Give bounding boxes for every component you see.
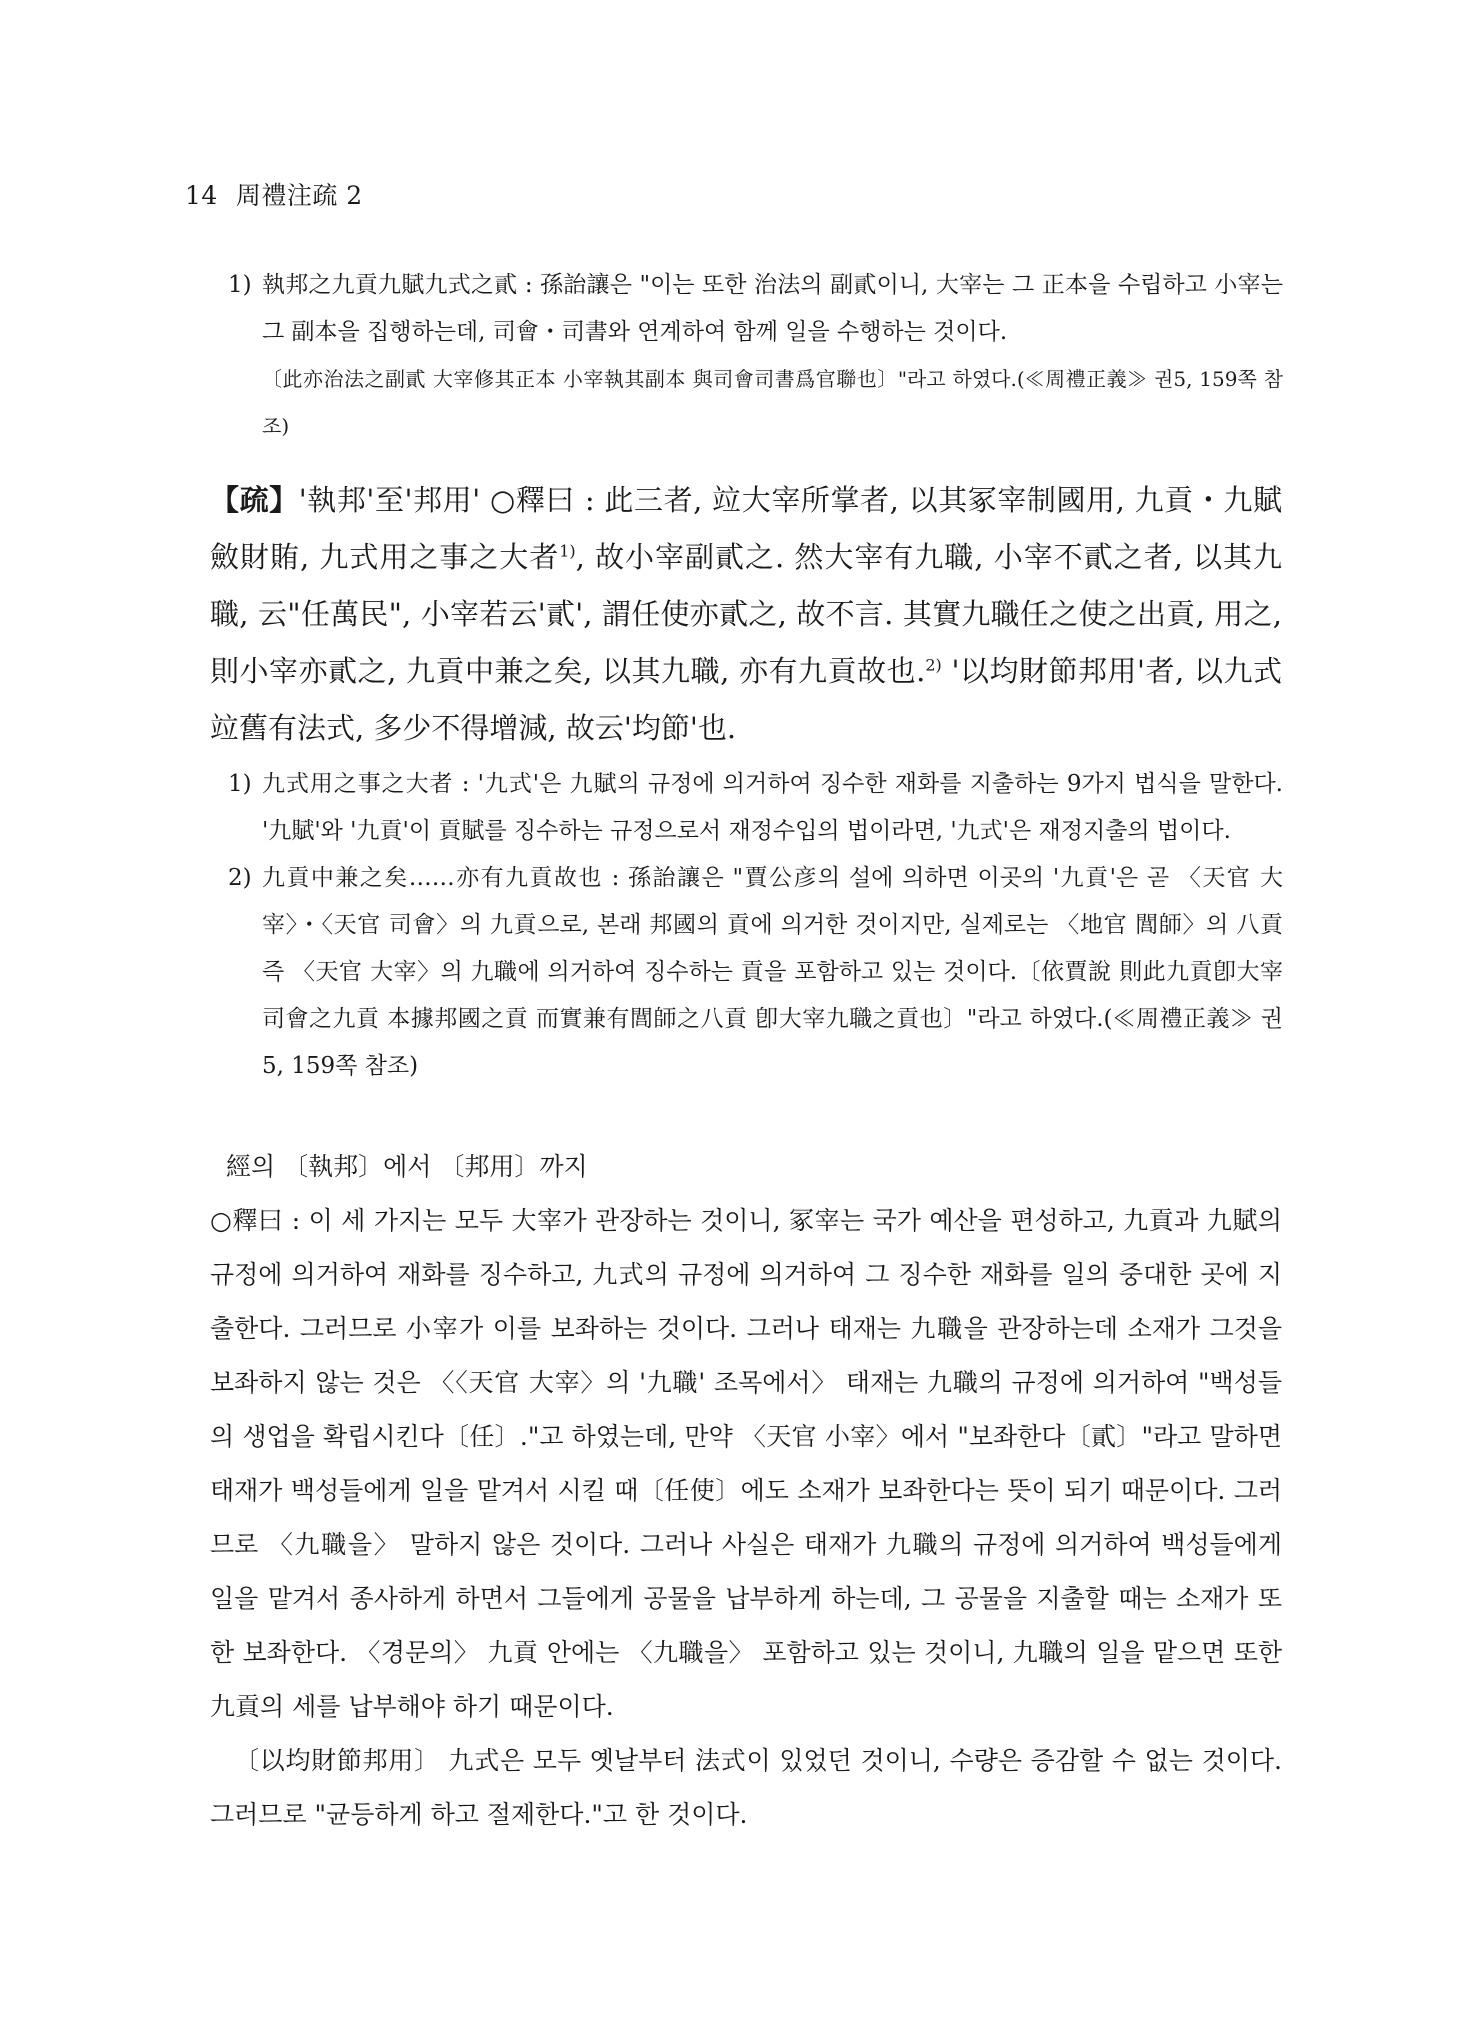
book-title: 周禮注疏 2	[235, 181, 363, 210]
running-head	[185, 176, 363, 212]
footnote-text	[262, 262, 1283, 450]
commentary-text-1: '執邦'至'邦用' ○釋曰 : 此三者, 竝大宰所掌者, 以其冢宰制國用, 九貢・九賦斂財賄, 九式用之事之大者	[210, 483, 1282, 574]
footnote-block-1	[228, 262, 1283, 450]
translation-section	[210, 1140, 1282, 1842]
footnote-block-2	[228, 761, 1283, 1090]
footnote-number: 2)	[228, 865, 252, 891]
footnote-text: 九式用之事之大者 : '九式'은 九賦의 규정에 의거하여 징수한 재화를 지출하는 9가지 법식을 말한다. '九賦'와 '九貢'이 貢賦를 징수하는 규정으로서 재정수입의 법이라면, '九式'은 재정지출의 법이다.	[262, 771, 1283, 844]
footnote-number: 1)	[228, 272, 252, 298]
footnote-item	[228, 262, 1283, 450]
footnote-number: 1)	[228, 771, 252, 797]
footnote-quote-text: 〔此亦治法之副貳 大宰修其正本 小宰執其副本 與司會司書爲官聯也〕"라고 하였다.(≪周禮正義≫ 권5, 159쪽 참조)	[262, 367, 1283, 438]
translation-paragraph-1: ○釋曰 : 이 세 가지는 모두 大宰가 관장하는 것이니, 冢宰는 국가 예산을 편성하고, 九貢과 九賦의 규정에 의거하여 재화를 징수하고, 九式의 규정에 의거하여 그 징수한 재화를 일의 중대한 곳에 지출한다. 그러므로 小宰가 이를 보좌하는 것이다. 그러나 태재는 九職을 관장하는데 소재가 그것을 보좌하지 않는 것은 〈〈天官 大宰〉의 '九職' 조목에서〉 태재는 九職의 규정에 의거하여 "백성들의 생업을 확립시킨다〔任〕."고 하였는데, 만약 〈天官 小宰〉에서 "보좌한다〔貳〕"라고 말하면 태재가 백성들에게 일을 맡겨서 시킬 때〔任使〕에도 소재가 보좌한다는 뜻이 되기 때문이다. 그러므로 〈九職을〉 말하지 않은 것이다. 그러나 사실은 태재가 九職의 규정에 의거하여 백성들에게 일을 맡겨서 종사하게 하면서 그들에게 공물을 납부하게 하는데, 그 공물을 지출할 때는 소재가 또한 보좌한다. 〈경문의〉 九貢 안에는 〈九職을〉 포함하고 있는 것이니, 九職의 일을 맡으면 또한 九貢의 세를 납부해야 하기 때문이다.	[210, 1206, 1282, 1721]
commentary-text-2: , 故小宰副貳之. 然大宰有九職, 小宰不貳之者, 以其九職, 云"任萬民", 小宰若云'貳', 謂任使亦貳之, 故不言. 其實九職任之使之出貢, 用之, 則小宰亦貳之, 九貢中兼之矣, 以其九職, 亦有九貢故也.	[210, 540, 1282, 688]
translation-heading: 經의 〔執邦〕에서 〔邦用〕까지	[226, 1152, 588, 1181]
commentary-paragraph	[210, 472, 1282, 757]
footnote-item	[228, 855, 1283, 1090]
footnote-ref-1[interactable]: 1)	[559, 541, 576, 561]
commentary-tag: 【疏】	[210, 483, 299, 517]
translation-paragraph-2: 〔以均財節邦用〕 九式은 모두 옛날부터 法式이 있었던 것이니, 수량은 증감할 수 없는 것이다. 그러므로 "균등하게 하고 절제한다."고 한 것이다.	[210, 1746, 1282, 1829]
footnote-ref-2[interactable]: 2)	[925, 655, 942, 675]
footnote-text: 九貢中兼之矣……亦有九貢故也 : 孫詒讓은 "賈公彦의 설에 의하면 이곳의 '九貢'은 곧 〈天官 大宰〉・〈天官 司會〉의 九貢으로, 본래 邦國의 貢에 의거한 것이지만, 실제로는 〈地官 閭師〉의 八貢 즉 〈天官 大宰〉의 九職에 의거하여 징수하는 貢을 포함하고 있는 것이다.〔依賈說 則此九貢卽大宰司會之九貢 本據邦國之貢 而實兼有閭師之八貢 卽大宰九職之貢也〕"라고 하였다.(≪周禮正義≫ 권5, 159쪽 참조)	[262, 865, 1283, 1079]
footnote-main-text: 執邦之九貢九賦九式之貳 : 孫詒讓은 "이는 또한 治法의 副貳이니, 大宰는 그 正本을 수립하고 小宰는 그 副本을 집행하는데, 司會・司書와 연계하여 함께 일을 수행하는 것이다.	[262, 272, 1283, 345]
page-number: 14	[185, 181, 218, 210]
commentary-text-3: '以均財節邦用'者, 以九式竝舊有法式, 多少不得增減, 故云'均節'也.	[210, 654, 1282, 745]
footnote-item	[228, 761, 1283, 855]
